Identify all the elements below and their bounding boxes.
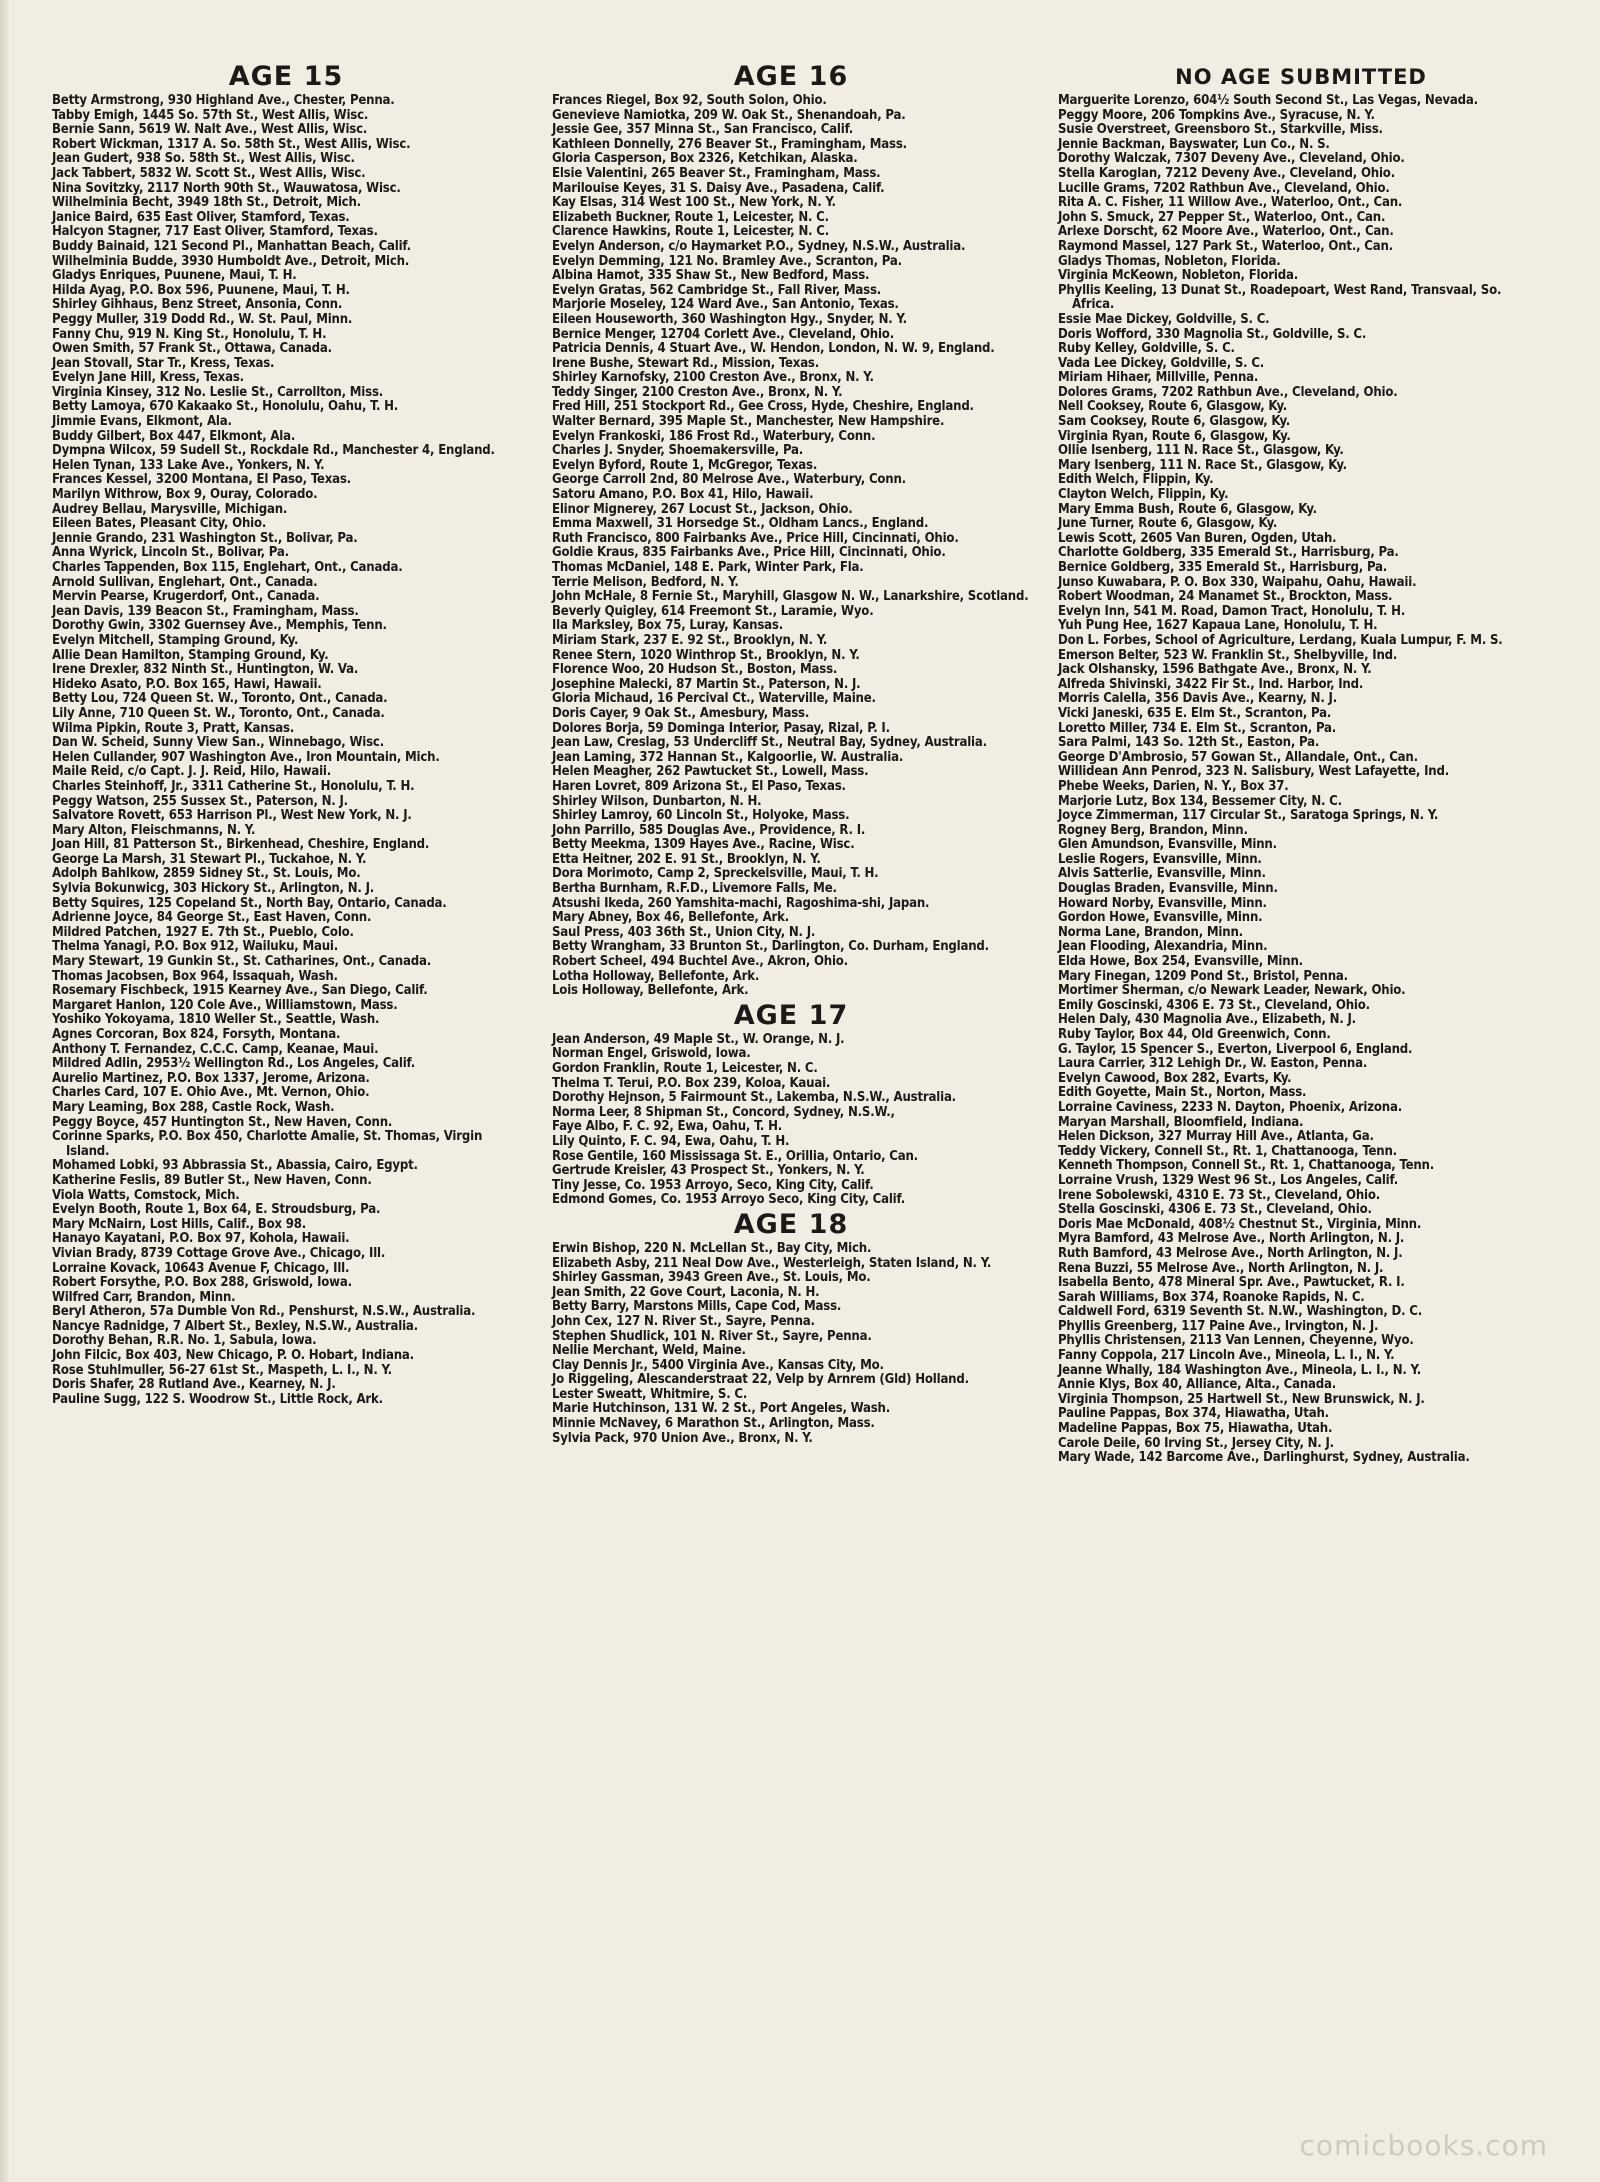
listing-entry: Jean Smith, 22 Gove Court, Laconia, N. H.	[552, 1284, 820, 1300]
listing-entry: Jack Tabbert, 5832 W. Scott St., West Allis, Wisc.	[52, 165, 366, 181]
listing-entry: Helen Daly, 430 Magnolia Ave., Elizabeth, N. J.	[1058, 1012, 1356, 1028]
listing-entry: Thelma Yanagi, P.O. Box 912, Wailuku, Maui.	[52, 939, 339, 955]
listing-entry: Hilda Ayag, P.O. Box 596, Puunene, Maui, T. H.	[52, 282, 350, 298]
listing-entry: Miriam Stark, 237 E. 92 St., Brooklyn, N. Y.	[552, 632, 828, 648]
listing-entry: Wilma Pipkin, Route 3, Pratt, Kansas.	[52, 720, 295, 736]
listing-entry: Dan W. Scheid, Sunny View San., Winnebago, Wisc.	[52, 735, 384, 751]
listing-entry: John Filcic, Box 403, New Chicago, P. O. Hobart, Indiana.	[52, 1348, 414, 1364]
listing-entry: Thomas Jacobsen, Box 964, Issaquah, Wash.	[52, 968, 338, 984]
listing-entry: Myra Bamford, 43 Melrose Ave., North Arlington, N. J.	[1058, 1231, 1405, 1247]
listing-entry: Phebe Weeks, Darien, N. Y., Box 37.	[1058, 778, 1289, 794]
section-heading: NO AGE SUBMITTED	[1175, 65, 1427, 89]
listing-entry: Mary Isenberg, 111 N. Race St., Glasgow, Ky.	[1058, 457, 1347, 473]
listing-entry: Elsie Valentini, 265 Beaver St., Framingham, Mass.	[552, 165, 881, 181]
listing-entry: Morris Calella, 356 Davis Ave., Kearny, N. J.	[1058, 691, 1337, 707]
listing-entry: Gladys Enriques, Puunene, Maui, T. H.	[52, 268, 297, 284]
listing-entry: Mervin Pearse, Krugerdorf, Ont., Canada.	[52, 589, 320, 605]
listing-entry: Teddy Singer, 2100 Creston Ave., Bronx, N. Y.	[552, 384, 843, 400]
listing-entry: Shirley Gassman, 3943 Green Ave., St. Louis, Mo.	[552, 1270, 871, 1286]
listing-entry: Vicki Janeski, 635 E. Elm St., Scranton, Pa.	[1058, 705, 1332, 721]
listing-entry: Betty Meekma, 1309 Hayes Ave., Racine, Wisc.	[552, 837, 855, 853]
listing-entry: Stella Goscinski, 4306 E. 73 St., Cleveland, Ohio.	[1058, 1202, 1372, 1218]
listing-entry: Betty Barry, Marstons Mills, Cape Cod, Mass.	[552, 1299, 842, 1315]
listing-entry: Carole Deile, 60 Irving St., Jersey City, N. J.	[1058, 1435, 1334, 1451]
listing-entry: Virginia McKeown, Nobleton, Florida.	[1058, 268, 1298, 284]
listing-entry: Minnie McNavey, 6 Marathon St., Arlington, Mass.	[552, 1416, 875, 1432]
listing-entry: Marjorie Lutz, Box 134, Bessemer City, N. C.	[1058, 793, 1342, 809]
listing-entry: Renee Stern, 1020 Winthrop St., Brooklyn, N. Y.	[552, 647, 860, 663]
listing-entry: Kay Elsas, 314 West 100 St., New York, N. Y.	[552, 195, 836, 211]
section-age-15	[52, 62, 520, 1407]
listing-entry: George D'Ambrosio, 57 Gowan St., Allandale, Ont., Can.	[1058, 749, 1418, 765]
listing-entry: Marie Hutchinson, 131 W. 2 St., Port Angeles, Wash.	[552, 1401, 890, 1417]
listing-entry: Anna Wyrick, Lincoln St., Bolivar, Pa.	[52, 545, 289, 561]
listing-entry: Margaret Hanlon, 120 Cole Ave., Williamstown, Mass.	[52, 997, 398, 1013]
listing-entry: Jack Olshansky, 1596 Bathgate Ave., Bronx, N. Y.	[1058, 662, 1372, 678]
listing-entry: George La Marsh, 31 Stewart Pl., Tuckahoe, N. Y.	[52, 851, 367, 867]
listing-entry: Fanny Coppola, 217 Lincoln Ave., Mineola, L. I., N. Y.	[1058, 1348, 1395, 1364]
listing-entry: Marilyn Withrow, Box 9, Ouray, Colorado.	[52, 487, 318, 503]
listing-entry: Anthony T. Fernandez, C.C.C. Camp, Keanae, Maui.	[52, 1041, 379, 1057]
listing-entry: Hanayo Kayatani, P.O. Box 97, Kohola, Hawaii.	[52, 1231, 350, 1247]
listing-entry: Jennie Grando, 231 Washington St., Bolivar, Pa.	[52, 530, 358, 546]
listing-entry: Gladys Thomas, Nobleton, Florida.	[1058, 253, 1281, 269]
listing-entry: Mary Alton, Fleischmanns, N. Y.	[52, 822, 256, 838]
listing-entry: Virginia Kinsey, 312 No. Leslie St., Carrollton, Miss.	[52, 384, 384, 400]
listing-entry: Albina Hamot, 335 Shaw St., New Bedford, Mass.	[552, 268, 870, 284]
listing-entry: Mary Wade, 142 Barcome Ave., Darlinghurst, Sydney, Australia.	[1058, 1450, 1470, 1466]
listing-entry: Robert Scheel, 494 Buchtel Ave., Akron, Ohio.	[552, 954, 848, 970]
listing-entry: Helen Cullander, 907 Washington Ave., Iron Mountain, Mich.	[52, 749, 440, 765]
listing-entry: Helen Dickson, 327 Murray Hill Ave., Atlanta, Ga.	[1058, 1129, 1374, 1145]
listing-entry: Irene Sobolewski, 4310 E. 73 St., Cleveland, Ohio.	[1058, 1187, 1381, 1203]
watermark: comicbooks.com	[1299, 2129, 1548, 2162]
listing-entry: Wilfred Carr, Brandon, Minn.	[52, 1289, 236, 1305]
column-middle	[552, 62, 1030, 1448]
listing-entry: Mortimer Sherman, c/o Newark Leader, Newark, Ohio.	[1058, 983, 1406, 999]
listing-entry: Atsushi Ikeda, 260 Yamshita-machi, Ragoshima-shi, Japan.	[552, 895, 930, 911]
listing-entry: June Turner, Route 6, Glasgow, Ky.	[1058, 516, 1278, 532]
listing-entry: Don L. Forbes, School of Agriculture, Lerdang, Kuala Lumpur, F. M. S.	[1058, 632, 1503, 648]
listing-entry: Emma Maxwell, 31 Horsedge St., Oldham Lancs., England.	[552, 516, 929, 532]
listing-entry: Susie Overstreet, Greensboro St., Starkville, Miss.	[1058, 122, 1383, 138]
listing-entry: Aurelio Martinez, P.O. Box 1337, Jerome, Arizona.	[52, 1070, 370, 1086]
listing-entry: Gordon Howe, Evansville, Minn.	[1058, 910, 1263, 926]
listing-entry: Phyllis Greenberg, 117 Paine Ave., Irvington, N. J.	[1058, 1318, 1379, 1334]
listing-entry: Dorothy Behan, R.R. No. 1, Sabula, Iowa.	[52, 1333, 317, 1349]
listing-entry: Mildred Adlin, 2953½ Wellington Rd., Los Angeles, Calif.	[52, 1056, 416, 1072]
listing-entry: Marilouise Keyes, 31 S. Daisy Ave., Pasadena, Calif.	[552, 180, 885, 196]
listing-entry: Marguerite Lorenzo, 604½ South Second St., Las Vegas, Nevada.	[1058, 93, 1478, 108]
listing-entry: Dorothy Hejnson, 5 Fairmount St., Lakemba, N.S.W., Australia.	[552, 1090, 956, 1106]
listing-entry: Nellie Merchant, Weld, Maine.	[552, 1343, 746, 1359]
listing-entry: Mary McNairn, Lost Hills, Calif., Box 98.	[52, 1216, 307, 1232]
listing-entry: Mildred Patchen, 1927 E. 7th St., Pueblo, Colo.	[52, 924, 354, 940]
listing-entry: Ruby Kelley, Goldville, S. C.	[1058, 341, 1235, 357]
listing-entry: Ollie Isenberg, 111 N. Race St., Glasgow, Ky.	[1058, 443, 1344, 459]
listing-entry: Rena Buzzi, 55 Melrose Ave., North Arlington, N. J.	[1058, 1260, 1384, 1276]
listing-entry: John Parrillo, 585 Douglas Ave., Providence, R. I.	[552, 822, 866, 838]
listing-entry: Wilhelminia Budde, 3930 Humboldt Ave., Detroit, Mich.	[52, 253, 410, 269]
listing-entry: Buddy Bainaid, 121 Second Pl., Manhattan Beach, Calif.	[52, 238, 411, 254]
listing-entry: Doris Mae McDonald, 408½ Chestnut St., Virginia, Minn.	[1058, 1216, 1422, 1232]
listing-entry: Rita A. C. Fisher, 11 Willow Ave., Waterloo, Ont., Can.	[1058, 195, 1403, 211]
listing-entry: Raymond Massel, 127 Park St., Waterloo, Ont., Can.	[1058, 238, 1393, 254]
listing-entry: Robert Woodman, 24 Manamet St., Brockton, Mass.	[1058, 589, 1393, 605]
listing-entry: Dora Morimoto, Camp 2, Spreckelsville, Maui, T. H.	[552, 866, 879, 882]
listing-entry: Evelyn Anderson, c/o Haymarket P.O., Sydney, N.S.W., Australia.	[552, 238, 966, 254]
listing-entry: Allie Dean Hamilton, Stamping Ground, Ky.	[52, 647, 329, 663]
listing-entry: Joyce Zimmerman, 117 Circular St., Saratoga Springs, N. Y.	[1058, 808, 1439, 824]
listing-entry: Evelyn Gratas, 562 Cambridge St., Fall River, Mass.	[552, 282, 882, 298]
listing-entry: Annie Klys, Box 40, Alliance, Alta., Canada.	[1058, 1377, 1337, 1393]
section-heading: AGE 17	[733, 999, 849, 1031]
listing-entry: Jean Davis, 139 Beacon St., Framingham, Mass.	[52, 603, 359, 619]
listing-entry: Evelyn Jane Hill, Kress, Texas.	[52, 370, 244, 386]
listing-entry: Jo Riggeling, Alescanderstraat 22, Velp by Arnrem (Gld) Holland.	[552, 1372, 969, 1388]
listing-entry: Mohamed Lobki, 93 Abbrassia St., Abassia, Cairo, Egypt.	[52, 1158, 418, 1174]
listing-entry: Bernice Menger, 12704 Corlett Ave., Cleveland, Ohio.	[552, 326, 894, 342]
listing-entry: Jean Anderson, 49 Maple St., W. Orange, N. J.	[552, 1031, 845, 1047]
listing-entry: Jennie Backman, Bayswater, Lun Co., N. S.	[1058, 136, 1330, 152]
listing-entry: Alvis Satterlie, Evansville, Minn.	[1058, 866, 1266, 882]
listing-entry: Arlexe Dorscht, 62 Moore Ave., Waterloo, Ont., Can.	[1058, 224, 1394, 240]
listing-entry: Lorraine Kovack, 10643 Avenue F, Chicago, Ill.	[52, 1260, 350, 1276]
listing-entry: Charlotte Goldberg, 335 Emerald St., Harrisburg, Pa.	[1058, 545, 1399, 561]
listing-entry: Lois Holloway, Bellefonte, Ark.	[552, 983, 749, 999]
listing-entry: Rose Gentile, 160 Mississaga St. E., Orillia, Ontario, Can.	[552, 1148, 918, 1164]
listing-entry: Bernice Goldberg, 335 Emerald St., Harrisburg, Pa.	[1058, 560, 1388, 575]
section-heading: AGE 16	[733, 61, 849, 92]
listing-entry: Evelyn Inn, 541 M. Road, Damon Tract, Honolulu, T. H.	[1058, 603, 1406, 619]
listing-entry: Erwin Bishop, 220 N. McLellan St., Bay City, Mich.	[552, 1240, 872, 1256]
listing-entry: Teddy Vickery, Connell St., Rt. 1, Chattanooga, Tenn.	[1058, 1143, 1397, 1159]
listing-entry: Agnes Corcoran, Box 824, Forsyth, Montana.	[52, 1027, 341, 1042]
listing-entry: Dolores Borja, 59 Dominga Interior, Pasay, Rizal, P. I.	[552, 720, 890, 736]
listing-entry: Halcyon Stagner, 717 East Oliver, Stamford, Texas.	[52, 224, 378, 240]
section-age-17	[552, 1001, 1030, 1208]
listing-entry: Mary Abney, Box 46, Bellefonte, Ark.	[552, 910, 790, 926]
listing-entry: Kathleen Donnelly, 276 Beaver St., Framingham, Mass.	[552, 136, 907, 152]
listing-entry: Evelyn Cawood, Box 282, Evarts, Ky.	[1058, 1070, 1292, 1086]
section-age-16	[552, 62, 1030, 999]
listing-entry: Shirley Wilson, Dunbarton, N. H.	[552, 793, 762, 809]
listing-entry: Saul Press, 403 36th St., Union City, N. J.	[552, 924, 816, 940]
listing-entry: John Cex, 127 N. River St., Sayre, Penna.	[552, 1313, 815, 1329]
listing-entry: Eileen Bates, Pleasant City, Ohio.	[52, 516, 267, 532]
listing-entry: Stella Karoglan, 7212 Deveny Ave., Cleveland, Ohio.	[1058, 165, 1395, 181]
listing-entry: Jean Laming, 372 Hannan St., Kalgoorlie, W. Australia.	[552, 749, 904, 765]
listing-entry: Josephine Malecki, 87 Martin St., Paterson, N. J.	[552, 676, 861, 692]
listing-entry: Etta Heitner, 202 E. 91 St., Brooklyn, N. Y.	[552, 851, 821, 867]
listing-entry: Patricia Dennis, 4 Stuart Ave., W. Hendon, London, N. W. 9, England.	[552, 341, 995, 357]
page-binding-edge	[0, 0, 10, 2182]
listing-entry: Wilhelminia Becht, 3949 18th St., Detroit, Mich.	[52, 195, 361, 211]
listing-entry: Frances Riegel, Box 92, South Solon, Ohio.	[552, 93, 827, 108]
listing-entry: Terrie Melison, Bedford, N. Y.	[552, 574, 739, 590]
listing-entry: Peggy Muller, 319 Dodd Rd., W. St. Paul, Minn.	[52, 311, 353, 327]
listing-entry: Virginia Thompson, 25 Hartwell St., New Brunswick, N. J.	[1058, 1391, 1425, 1407]
listing-entry: G. Taylor, 15 Spencer S., Everton, Liverpool 6, England.	[1058, 1041, 1413, 1057]
listing-entry: Douglas Braden, Evansville, Minn.	[1058, 881, 1278, 897]
listing-entry: Tiny Jesse, Co. 1953 Arroyo, Seco, King City, Calif.	[552, 1177, 874, 1193]
listing-entry: Bertha Burnham, R.F.D., Livemore Falls, Me.	[552, 881, 837, 897]
listing-entry: Betty Lamoya, 670 Kakaako St., Honolulu, Oahu, T. H.	[52, 399, 399, 415]
listing-entry: George Carroll 2nd, 80 Melrose Ave., Waterbury, Conn.	[552, 472, 906, 488]
listing-entry: Charles Steinhoff, Jr., 3311 Catherine St., Honolulu, T. H.	[52, 778, 415, 794]
listing-entry: Glen Amundson, Evansville, Minn.	[1058, 837, 1277, 853]
listing-entry: Edith Welch, Flippin, Ky.	[1058, 472, 1214, 488]
listing-entry: Vada Lee Dickey, Goldville, S. C.	[1058, 355, 1265, 371]
listing-entry: Alfreda Shivinski, 3422 Fir St., Ind. Harbor, Ind.	[1058, 676, 1364, 692]
listing-entry: Doris Cayer, 9 Oak St., Amesbury, Mass.	[552, 705, 810, 721]
listing-entry: Evelyn Booth, Route 1, Box 64, E. Stroudsburg, Pa.	[52, 1202, 381, 1218]
listing-entry: Frances Kessel, 3200 Montana, El Paso, Texas.	[52, 472, 351, 488]
listing-entry: Irene Bushe, Stewart Rd., Mission, Texas.	[552, 355, 820, 371]
listing-entry: Peggy Boyce, 457 Huntington St., New Haven, Conn.	[52, 1114, 393, 1130]
listing-entry: Joan Hill, 81 Patterson St., Birkenhead, Cheshire, England.	[52, 837, 430, 853]
listing-entry: Adolph Bahlkow, 2859 Sidney St., St. Louis, Mo.	[52, 866, 361, 882]
listing-entry: Buddy Gilbert, Box 447, Elkmont, Ala.	[52, 428, 296, 444]
column-right	[1058, 62, 1544, 1468]
listing-entry: Lily Anne, 710 Queen St. W., Toronto, Ont., Canada.	[52, 705, 385, 721]
listing-entry: Betty Lou, 724 Queen St. W., Toronto, Ont., Canada.	[52, 691, 388, 707]
listing-entry: Dorothy Walczak, 7307 Deveny Ave., Cleveland, Ohio.	[1058, 151, 1405, 167]
listing-entry: Leslie Rogers, Evansville, Minn.	[1058, 851, 1262, 867]
section-age-18	[552, 1210, 1030, 1446]
listing-entry: Dympna Wilcox, 59 Sudell St., Rockdale Rd., Manchester 4, England.	[52, 443, 495, 459]
listing-entry: Essie Mae Dickey, Goldville, S. C.	[1058, 311, 1270, 327]
listing-entry: Jean Stovall, Star Tr., Kress, Texas.	[52, 355, 275, 371]
listing-entry: Clayton Welch, Flippin, Ky.	[1058, 487, 1229, 503]
listing-entry: Lotha Holloway, Bellefonte, Ark.	[552, 968, 760, 984]
listing-entry: Eileen Houseworth, 360 Washington Hgy., Snyder, N. Y.	[552, 311, 907, 327]
listing-entry: Walter Bernard, 395 Maple St., Manchester, New Hampshire.	[552, 414, 945, 430]
listing-entry: Tabby Emigh, 1445 So. 57th St., West Allis, Wisc.	[52, 107, 369, 123]
listing-entry: Elinor Mignerey, 267 Locust St., Jackson, Ohio.	[552, 501, 853, 517]
listing-entry: Yoshiko Yokoyama, 1810 Weller St., Seattle, Wash.	[52, 1012, 380, 1028]
listing-entry: Lily Quinto, F. C. 94, Ewa, Oahu, T. H.	[552, 1133, 790, 1149]
listing-entry: Nina Sovitzky, 2117 North 90th St., Wauwatosa, Wisc.	[52, 180, 401, 196]
listing-entry: Edmond Gomes, Co. 1953 Arroyo Seco, King City, Calif.	[552, 1192, 905, 1208]
listing-entry: Mary Leaming, Box 288, Castle Rock, Wash.	[52, 1099, 335, 1115]
section-heading: AGE 18	[733, 1208, 849, 1240]
listing-entry: Elizabeth Asby, 211 Neal Dow Ave., Westerleigh, Staten Island, N. Y.	[552, 1255, 992, 1271]
listing-entry: Jean Gudert, 938 So. 58th St., West Allis, Wisc.	[52, 151, 355, 167]
listing-entry: Faye Albo, F. C. 92, Ewa, Oahu, T. H.	[552, 1119, 783, 1135]
listing-entry: Irene Drexler, 832 Ninth St., Huntington, W. Va.	[52, 662, 359, 678]
listing-entry: Lorraine Vrush, 1329 West 96 St., Los Angeles, Calif.	[1058, 1172, 1398, 1188]
listing-entry: Florence Woo, 20 Hudson St., Boston, Mass.	[552, 662, 838, 678]
listing-entry: Nancye Radnidge, 7 Albert St., Bexley, N.S.W., Australia.	[52, 1318, 418, 1334]
listing-entry: Clay Dennis Jr., 5400 Virginia Ave., Kansas City, Mo.	[552, 1357, 884, 1373]
listing-entry: Emerson Belter, 523 W. Franklin St., Shelbyville, Ind.	[1058, 647, 1398, 663]
listing-entry: Genevieve Namiotka, 209 W. Oak St., Shenandoah, Pa.	[552, 107, 906, 123]
listing-entry: John S. Smuck, 27 Pepper St., Waterloo, Ont., Can.	[1058, 209, 1386, 225]
listing-entry: Evelyn Demming, 121 No. Bramley Ave., Scranton, Pa.	[552, 253, 902, 269]
listing-entry: Mary Stewart, 19 Gunkin St., St. Catharines, Ont., Canada.	[52, 954, 431, 970]
listing-entry: Janice Baird, 635 East Oliver, Stamford, Texas.	[52, 209, 350, 225]
listing-entry: Ruth Francisco, 800 Fairbanks Ave., Price Hill, Cincinnati, Ohio.	[552, 530, 959, 546]
listing-entry: Ila Marksley, Box 75, Luray, Kansas.	[552, 618, 783, 634]
listing-entry: Sylvia Bokunwicg, 303 Hickory St., Arlington, N. J.	[52, 881, 375, 897]
listing-entry: Emily Goscinski, 4306 E. 73 St., Cleveland, Ohio.	[1058, 997, 1370, 1013]
listing-entry: Miriam Hihaer, Millville, Penna.	[1058, 370, 1259, 386]
listing-entry: Jean Flooding, Alexandria, Minn.	[1058, 939, 1268, 955]
listing-entry: Norma Lane, Brandon, Minn.	[1058, 924, 1243, 940]
listing-entry: Corinne Sparks, P.O. Box 450, Charlotte Amalie, St. Thomas, Virgin Island.	[52, 1129, 483, 1159]
listing-entry: Sara Palmi, 143 So. 12th St., Easton, Pa.	[1058, 735, 1320, 751]
listing-entry: Elizabeth Buckner, Route 1, Leicester, N. C.	[552, 209, 829, 225]
listing-entry: Evelyn Frankoski, 186 Frost Rd., Waterbury, Conn.	[552, 428, 876, 444]
listing-entry: Pauline Sugg, 122 S. Woodrow St., Little Rock, Ark.	[52, 1391, 383, 1407]
listing-entry: Charles J. Snyder, Shoemakersville, Pa.	[552, 443, 804, 459]
listing-entry: Kenneth Thompson, Connell St., Rt. 1, Chattanooga, Tenn.	[1058, 1158, 1435, 1174]
listing-entry: Fanny Chu, 919 N. King St., Honolulu, T. H.	[52, 326, 327, 342]
listing-entry: Phyllis Christensen, 2113 Van Lennen, Cheyenne, Wyo.	[1058, 1333, 1414, 1349]
listing-entry: Edith Goyette, Main St., Norton, Mass.	[1058, 1085, 1307, 1101]
listing-entry: Bernie Sann, 5619 W. Nalt Ave., West Allis, Wisc.	[52, 122, 368, 138]
listing-entry: Evelyn Byford, Route 1, McGregor, Texas.	[552, 457, 818, 473]
listing-entry: Vivian Brady, 8739 Cottage Grove Ave., Chicago, Ill.	[52, 1245, 386, 1261]
column-left	[52, 62, 520, 1409]
listing-entry: Thomas McDaniel, 148 E. Park, Winter Park, Fla.	[552, 560, 864, 575]
listing-entry: Nell Cooksey, Route 6, Glasgow, Ky.	[1058, 399, 1288, 415]
listing-entry: Helen Meagher, 262 Pawtucket St., Lowell, Mass.	[552, 764, 869, 780]
listing-entry: Norma Leer, 8 Shipman St., Concord, Sydney, N.S.W.,	[552, 1104, 895, 1120]
listing-entry: Jean Law, Creslag, 53 Undercliff St., Neutral Bay, Sydney, Australia.	[552, 735, 987, 751]
listing-entry: Shirley Lamroy, 60 Lincoln St., Holyoke, Mass.	[552, 808, 850, 824]
listing-entry: Willidean Ann Penrod, 323 N. Salisbury, West Lafayette, Ind.	[1058, 764, 1449, 780]
listing-entry: Arnold Sullivan, Englehart, Ont., Canada.	[52, 574, 318, 590]
listing-entry: Mary Emma Bush, Route 6, Glasgow, Ky.	[1058, 501, 1317, 517]
listing-entry: Peggy Moore, 206 Tompkins Ave., Syracuse, N. Y.	[1058, 107, 1375, 123]
listing-entry: Katherine Feslis, 89 Butler St., New Haven, Conn.	[52, 1172, 372, 1188]
listing-entry: Phyllis Keeling, 13 Dunat St., Roadepoart, West Rand, Transvaal, So. Africa.	[1058, 282, 1502, 313]
listing-entry: Laura Carrier, 312 Lehigh Dr., W. Easton, Penna.	[1058, 1056, 1368, 1072]
listing-entry: Adrienne Joyce, 84 George St., East Haven, Conn.	[52, 910, 372, 926]
listing-entry: Howard Norby, Evansville, Minn.	[1058, 895, 1267, 911]
listing-entry: Gloria Michaud, 16 Percival Ct., Waterville, Maine.	[552, 691, 876, 707]
listing-entry: Beryl Atheron, 57a Dumble Von Rd., Penshurst, N.S.W., Australia.	[52, 1304, 476, 1320]
section-no-age-submitted	[1058, 62, 1544, 1466]
listing-entry: Norman Engel, Griswold, Iowa.	[552, 1046, 751, 1062]
listing-entry: Ruby Taylor, Box 44, Old Greenwich, Conn.	[1058, 1027, 1331, 1042]
listing-entry: Dolores Grams, 7202 Rathbun Ave., Cleveland, Ohio.	[1058, 384, 1398, 400]
listing-entry: Hideko Asato, P.O. Box 165, Hawi, Hawaii.	[52, 676, 322, 692]
listing-entry: Gordon Franklin, Route 1, Leicester, N. C.	[552, 1061, 818, 1076]
listing-entry: Doris Shafer, 28 Rutland Ave., Kearney, N. J.	[52, 1377, 336, 1393]
listing-entry: Audrey Bellau, Marysville, Michigan.	[52, 501, 288, 517]
listing-entry: Lester Sweatt, Whitmire, S. C.	[552, 1386, 748, 1402]
listing-entry: Lucille Grams, 7202 Rathbun Ave., Cleveland, Ohio.	[1058, 180, 1390, 196]
listing-entry: Clarence Hawkins, Route 1, Leicester, N. C.	[552, 224, 830, 240]
listing-entry: Betty Squires, 125 Copeland St., North Bay, Ontario, Canada.	[52, 895, 447, 911]
listing-entry: Jessie Gee, 357 Minna St., San Francisco, Calif.	[552, 122, 854, 138]
listing-entry: Haren Lovret, 809 Arizona St., El Paso, Texas.	[552, 778, 846, 794]
listing-entry: Betty Armstrong, 930 Highland Ave., Chester, Penna.	[52, 93, 395, 108]
listing-entry: Marjorie Moseley, 124 Ward Ave., San Antonio, Texas.	[552, 297, 899, 313]
listing-entry: Charles Tappenden, Box 115, Englehart, Ont., Canada.	[52, 560, 403, 575]
listing-entry: Yuh Pung Hee, 1627 Kapaua Lane, Honolulu, T. H.	[1058, 618, 1378, 634]
listing-entry: Sam Cooksey, Route 6, Glasgow, Ky.	[1058, 414, 1291, 430]
listing-entry: Satoru Amano, P.O. Box 41, Hilo, Hawaii.	[552, 487, 814, 503]
listing-entry: Rose Stuhlmuller, 56-27 61st St., Maspeth, L. I., N. Y.	[52, 1362, 392, 1378]
listing-entry: Mary Finegan, 1209 Pond St., Bristol, Penna.	[1058, 968, 1348, 984]
listing-entry: Peggy Watson, 255 Sussex St., Paterson, N. J.	[52, 793, 348, 809]
listing-entry: Rosemary Fischbeck, 1915 Kearney Ave., San Diego, Calif.	[52, 983, 428, 999]
listing-entry: Gloria Casperson, Box 2326, Ketchikan, Alaska.	[552, 151, 858, 167]
listing-entry: Dorothy Gwin, 3302 Guernsey Ave., Memphis, Tenn.	[52, 618, 387, 634]
listing-entry: Virginia Ryan, Route 6, Glasgow, Ky.	[1058, 428, 1291, 444]
listing-entry: Shirley Gihhaus, Benz Street, Ansonia, Conn.	[52, 297, 343, 313]
listing-entry: Junso Kuwabara, P. O. Box 330, Waipahu, Oahu, Hawaii.	[1058, 574, 1417, 590]
listing-entry: Shirley Karnofsky, 2100 Creston Ave., Bronx, N. Y.	[552, 370, 874, 386]
listing-entry: Sarah Williams, Box 374, Roanoke Rapids, N. C.	[1058, 1289, 1365, 1305]
listing-entry: Pauline Pappas, Box 374, Hiawatha, Utah.	[1058, 1406, 1329, 1422]
listing-entry: Gertrude Kreisler, 43 Prospect St., Yonkers, N. Y.	[552, 1163, 865, 1179]
listing-entry: Owen Smith, 57 Frank St., Ottawa, Canada.	[52, 341, 332, 357]
listing-entry: Jeanne Whally, 184 Washington Ave., Mineola, L. I., N. Y.	[1058, 1362, 1421, 1378]
listing-entry: Helen Tynan, 133 Lake Ave., Yonkers, N. Y.	[52, 457, 325, 473]
listing-entry: Sylvia Pack, 970 Union Ave., Bronx, N. Y.	[552, 1430, 813, 1446]
listing-entry: Rogney Berg, Brandon, Minn.	[1058, 822, 1248, 838]
listing-entry: Maile Reid, c/o Capt. J. J. Reid, Hilo, Hawaii.	[52, 764, 332, 780]
listing-entry: Charles Card, 107 E. Ohio Ave., Mt. Vernon, Ohio.	[52, 1085, 370, 1101]
listing-entry: John McHale, 8 Fernie St., Maryhill, Glasgow N. W., Lanarkshire, Scotland.	[552, 589, 1029, 605]
listing-entry: Thelma T. Terui, P.O. Box 239, Koloa, Kauai.	[552, 1075, 831, 1091]
listing-entry: Madeline Pappas, Box 75, Hiawatha, Utah.	[1058, 1421, 1333, 1437]
listing-entry: Loretto Miller, 734 E. Elm St., Scranton, Pa.	[1058, 720, 1337, 736]
listing-entry: Doris Wofford, 330 Magnolia St., Goldville, S. C.	[1058, 326, 1367, 342]
listing-entry: Maryan Marshall, Bloomfield, Indiana.	[1058, 1114, 1304, 1130]
listing-entry: Stephen Shudlick, 101 N. River St., Sayre, Penna.	[552, 1328, 872, 1344]
listing-entry: Isabella Bento, 478 Mineral Spr. Ave., Pawtucket, R. I.	[1058, 1275, 1405, 1291]
listing-entry: Fred Hill, 251 Stockport Rd., Gee Cross, Hyde, Cheshire, England.	[552, 399, 974, 415]
listing-entry: Jimmie Evans, Elkmont, Ala.	[52, 414, 232, 430]
listing-entry: Evelyn Mitchell, Stamping Ground, Ky.	[52, 632, 299, 648]
listing-entry: Lorraine Caviness, 2233 N. Dayton, Phoenix, Arizona.	[1058, 1099, 1402, 1115]
listing-entry: Betty Wrangham, 33 Brunton St., Darlington, Co. Durham, England.	[552, 939, 989, 955]
listing-entry: Salvatore Rovett, 653 Harrison Pl., West New York, N. J.	[52, 808, 412, 824]
listing-entry: Caldwell Ford, 6319 Seventh St. N.W., Washington, D. C.	[1058, 1304, 1422, 1320]
listing-entry: Viola Watts, Comstock, Mich.	[52, 1187, 240, 1203]
listing-entry: Ruth Bamford, 43 Melrose Ave., North Arlington, N. J.	[1058, 1245, 1403, 1261]
listing-entry: Elda Howe, Box 254, Evansville, Minn.	[1058, 954, 1303, 970]
listing-entry: Robert Forsythe, P.O. Box 288, Griswold, Iowa.	[52, 1275, 352, 1291]
listing-entry: Lewis Scott, 2605 Van Buren, Ogden, Utah.	[1058, 530, 1337, 546]
listing-entry: Beverly Quigley, 614 Freemont St., Laramie, Wyo.	[552, 603, 874, 619]
listing-entry: Goldie Kraus, 835 Fairbanks Ave., Price Hill, Cincinnati, Ohio.	[552, 545, 946, 561]
listing-entry: Robert Wickman, 1317 A. So. 58th St., West Allis, Wisc.	[52, 136, 411, 152]
section-heading: AGE 15	[228, 61, 344, 92]
